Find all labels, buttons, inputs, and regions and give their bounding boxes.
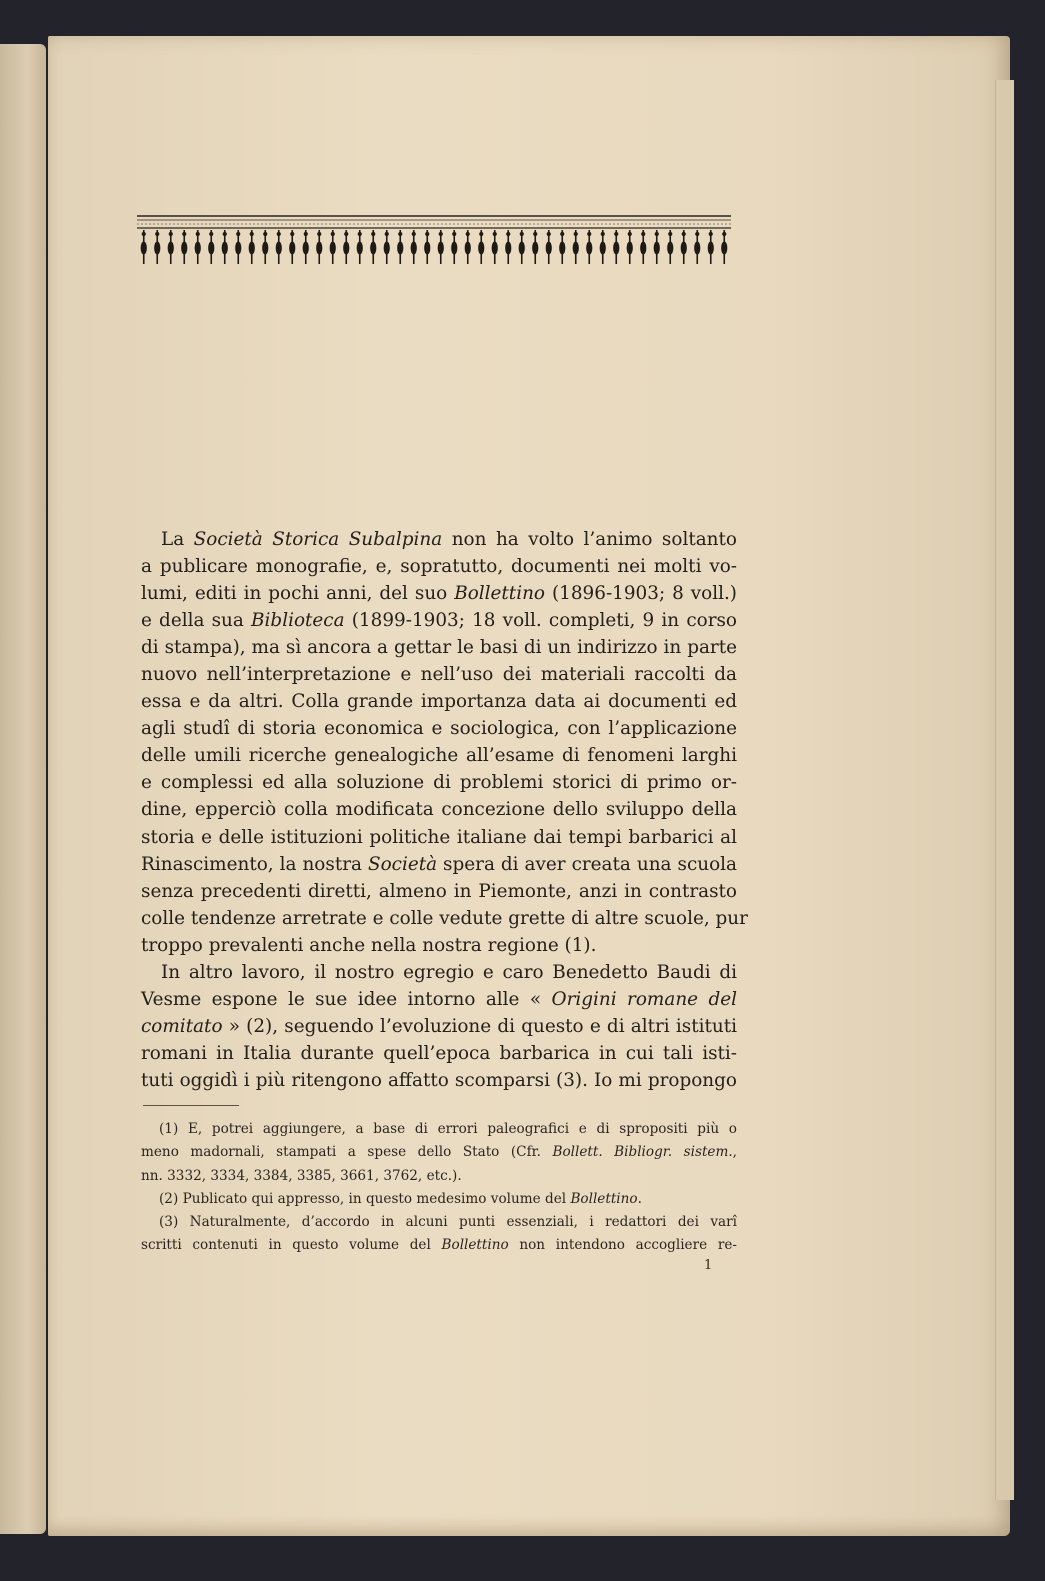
- ornament-pendant: [695, 230, 700, 264]
- text-run: ,: [732, 1144, 737, 1161]
- ornament-pendant: [627, 230, 632, 264]
- italic-citation: Bollett. Bibliogr. sistem.: [552, 1144, 733, 1161]
- ornament-pendant: [560, 230, 565, 264]
- italic-bollettino: Bollettino: [570, 1190, 638, 1207]
- ornament-pendant: [236, 230, 241, 264]
- footnote-3-line: (3) Naturalmente, d’accordo in alcuni punti essenziali, i redattori dei varî: [159, 1214, 737, 1231]
- ornament-pendant: [276, 230, 281, 264]
- ornament-pendant: [641, 230, 646, 264]
- ornament-pendant: [384, 230, 389, 264]
- ornament-pendant: [411, 230, 416, 264]
- ornament-pendant: [209, 230, 214, 264]
- ornament-pendant: [614, 230, 619, 264]
- italic-bollettino: Bollettino: [441, 1237, 509, 1254]
- paragraph-1-line: colle tendenze arretrate e colle vedute grette di altre scuole, pur: [141, 907, 748, 929]
- paragraph-1-line: troppo prevalenti anche nella nostra regione (1).: [141, 934, 597, 956]
- footnote-2-line: [141, 1188, 737, 1211]
- ornament-pendant: [506, 230, 511, 264]
- ornament-pendant: [357, 230, 362, 264]
- paragraph-1-line: delle umili ricerche genealogiche all’esame di fenomeni larghi: [141, 745, 737, 767]
- italic-bollettino: Bollettino: [454, 583, 546, 605]
- ornament-pendant: [465, 230, 470, 264]
- footnote-1-line: (1) E, potrei aggiungere, a base di errori paleografici e di spropositi più o: [159, 1121, 737, 1137]
- paragraph-1-line: storia e delle istituzioni politiche italiane dai tempi barbarici al: [141, 826, 737, 848]
- ornament-pendant: [708, 230, 713, 264]
- text-run: » (2), seguendo l’evoluzione di questo e di altri istituti: [222, 1015, 737, 1037]
- ornament-pendant: [303, 230, 308, 264]
- paragraph-2-line: tuti oggidì i più ritengono affatto scomparsi (3). Io mi propongo: [141, 1069, 737, 1091]
- ornament-pendant: [222, 230, 227, 264]
- body-text: [141, 526, 748, 1094]
- paragraph-1-line: nuovo nell’interpretazione e nell’uso dei materiali raccolti da: [141, 664, 737, 686]
- ornament-pendant: [492, 230, 497, 264]
- ornament-pendant: [182, 230, 187, 264]
- paragraph-2-line: In altro lavoro, il nostro egregio e caro Benedetto Baudi di: [161, 961, 737, 983]
- ornament-pendant: [722, 230, 727, 264]
- text-run: non intendono accogliere re-: [508, 1237, 737, 1254]
- paragraph-2-line: [141, 986, 737, 1013]
- paragraph-1-line: essa e da altri. Colla grande importanza data ai documenti ed: [141, 691, 737, 713]
- text-run: .: [637, 1190, 642, 1207]
- footnote-separator: [143, 1105, 239, 1106]
- ornament-pendant: [330, 230, 335, 264]
- ornament-pendant: [681, 230, 686, 264]
- facing-page-edge: [0, 44, 46, 1534]
- paragraph-1-line: [141, 607, 737, 634]
- paragraph-1-line: [141, 526, 737, 553]
- paragraph-1-line: senza precedenti diretti, almeno in Piemonte, anzi in contrasto: [141, 880, 737, 902]
- ornament-pendant: [195, 230, 200, 264]
- italic-societa: Società: [367, 853, 438, 875]
- page-number: 1: [704, 1258, 713, 1273]
- paragraph-1-line: agli studî di storia economica e sociologica, con l’applicazione: [141, 718, 737, 740]
- ornament-pendant: [600, 230, 605, 264]
- text-run: scritti contenuti in questo volume del: [141, 1237, 442, 1254]
- ornament-pendant: [587, 230, 592, 264]
- paragraph-2-line: [141, 1013, 737, 1040]
- ornament-pendant: [371, 230, 376, 264]
- paragraph-1-line: e complessi ed alla soluzione di problemi storici di primo or-: [141, 772, 737, 794]
- text-run: lumi, editi in pochi anni, del suo: [141, 583, 455, 605]
- ornament-pendant: [249, 230, 254, 264]
- page-fore-edge: [995, 80, 1014, 1500]
- ornament-pendant: [263, 230, 268, 264]
- paragraph-1-line: [141, 851, 737, 878]
- paragraph-1-line: a publicare monografie, e, sopratutto, documenti nei molti vo-: [141, 556, 737, 578]
- ornament-pendant: [519, 230, 524, 264]
- italic-title: comitato: [141, 1015, 223, 1037]
- ornament-pendant: [573, 230, 578, 264]
- ornament-pendant: [438, 230, 443, 264]
- ornament-pendant: [479, 230, 484, 264]
- ornament-pendant: [344, 230, 349, 264]
- text-run: meno madornali, stampati a spese dello Stato (Cfr.: [141, 1144, 553, 1161]
- italic-biblioteca: Biblioteca: [251, 610, 345, 632]
- text-run: (2) Publicato qui appresso, in questo medesimo volume del: [159, 1190, 571, 1207]
- ornament-pendant: [452, 230, 457, 264]
- ornament-pendant: [546, 230, 551, 264]
- ornamental-header-band: [137, 214, 731, 266]
- ornament-pendant: [425, 230, 430, 264]
- footnote-3-line: [141, 1234, 737, 1257]
- ornament-pendant: [533, 230, 538, 264]
- italic-society-name: Società Storica Subalpina: [193, 529, 443, 550]
- footnote-1-line: [141, 1141, 737, 1164]
- text-run: non ha volto l’animo soltanto: [442, 529, 737, 550]
- ornament-pendant: [141, 230, 146, 264]
- footnotes: [141, 1118, 737, 1258]
- ornament-pendant: [668, 230, 673, 264]
- paragraph-1-line: di stampa), ma sì ancora a gettar le basi di un indirizzo in parte: [141, 637, 737, 659]
- ornament-pendant: [398, 230, 403, 264]
- footnote-1-line: nn. 3332, 3334, 3384, 3385, 3661, 3762, etc.).: [141, 1167, 462, 1184]
- italic-title: Origini romane del: [551, 988, 737, 1010]
- ornament-pendant: [317, 230, 322, 264]
- ornament-pendant: [168, 230, 173, 264]
- text-run: (1896-1903; 8 voll.): [545, 583, 737, 605]
- paragraph-2-line: romani in Italia durante quell’epoca barbarica in cui tali isti-: [141, 1042, 737, 1064]
- paragraph-1-line: dine, epperciò colla modificata concezione dello sviluppo della: [141, 799, 737, 821]
- text-run: Vesme espone le sue idee intorno alle «: [141, 988, 552, 1010]
- ornament-pendant: [290, 230, 295, 264]
- ornament-pendant: [155, 230, 160, 264]
- text-run: spera di aver creata una scuola: [437, 853, 738, 875]
- text-run: (1899-1903; 18 voll. completi, 9 in corso: [344, 610, 737, 632]
- text-run: Rinascimento, la nostra: [141, 853, 368, 875]
- ornament-pendant: [654, 230, 659, 264]
- text-run: e della sua: [141, 610, 252, 632]
- paragraph-1-line: [141, 580, 737, 607]
- text-run: La: [161, 529, 194, 550]
